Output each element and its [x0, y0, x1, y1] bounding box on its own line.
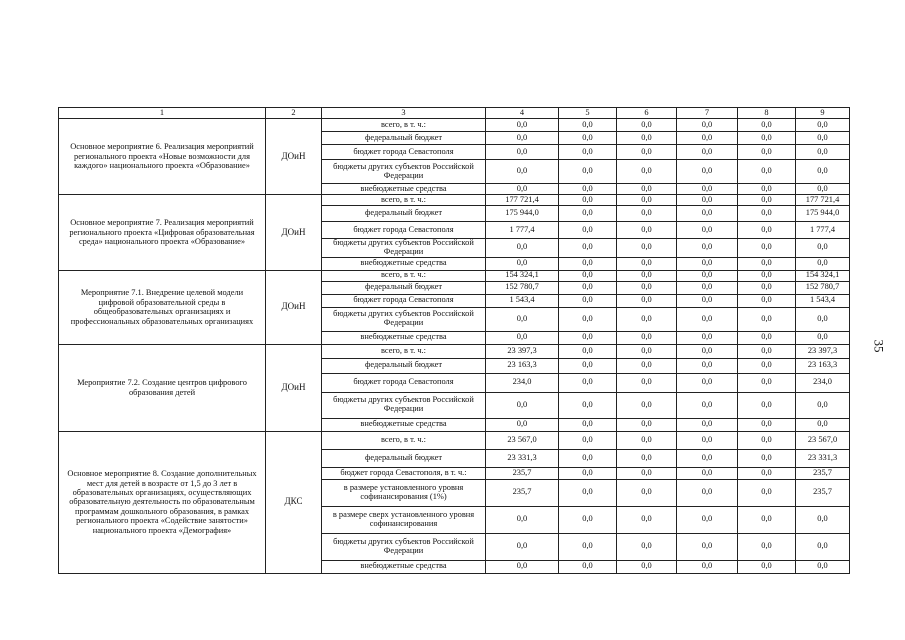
value-cell: 0,0: [617, 418, 677, 431]
table-row: [59, 270, 850, 281]
value-cell: 0,0: [559, 392, 617, 418]
activity-name: Мероприятие 7.2. Создание центров цифрового образования детей: [59, 344, 266, 431]
value-cell: 0,0: [738, 239, 796, 258]
activity-name: Основное мероприятие 6. Реализация мероприятий регионального проекта «Новые возможности для каждого» национального проекта «Образование»: [59, 119, 266, 195]
value-cell: 1 543,4: [796, 294, 850, 307]
value-cell: 0,0: [559, 467, 617, 479]
value-cell: 0,0: [796, 145, 850, 160]
responsible-executor: ДОиН: [266, 195, 322, 271]
funding-source: бюджет города Севастополя: [322, 294, 486, 307]
funding-source: внебюджетные средства: [322, 331, 486, 344]
value-cell: 0,0: [559, 184, 617, 195]
value-cell: 0,0: [677, 506, 738, 533]
value-cell: 23 567,0: [486, 431, 559, 449]
value-cell: 0,0: [486, 418, 559, 431]
funding-source: бюджеты других субъектов Российской Федерации: [322, 307, 486, 331]
value-cell: 0,0: [486, 533, 559, 560]
value-cell: 0,0: [559, 373, 617, 392]
value-cell: 0,0: [559, 431, 617, 449]
value-cell: 0,0: [796, 307, 850, 331]
value-cell: 0,0: [677, 270, 738, 281]
value-cell: 0,0: [559, 294, 617, 307]
value-cell: 23 331,3: [486, 449, 559, 467]
value-cell: 0,0: [738, 132, 796, 145]
value-cell: 0,0: [738, 119, 796, 132]
value-cell: 0,0: [738, 257, 796, 270]
header-cell: 5: [559, 108, 617, 119]
value-cell: 0,0: [617, 392, 677, 418]
value-cell: 23 397,3: [796, 344, 850, 358]
value-cell: 0,0: [559, 257, 617, 270]
responsible-executor: ДОиН: [266, 344, 322, 431]
value-cell: 0,0: [796, 119, 850, 132]
value-cell: 23 163,3: [796, 358, 850, 373]
value-cell: 0,0: [617, 184, 677, 195]
value-cell: 0,0: [738, 222, 796, 239]
value-cell: 23 397,3: [486, 344, 559, 358]
value-cell: 0,0: [796, 418, 850, 431]
value-cell: 0,0: [738, 294, 796, 307]
value-cell: 0,0: [617, 467, 677, 479]
value-cell: 235,7: [486, 479, 559, 506]
header-row: [59, 108, 850, 119]
value-cell: 234,0: [486, 373, 559, 392]
funding-source: бюджет города Севастополя: [322, 373, 486, 392]
value-cell: 0,0: [796, 392, 850, 418]
table-row: [59, 344, 850, 358]
value-cell: 0,0: [486, 184, 559, 195]
header-cell: 8: [738, 108, 796, 119]
value-cell: 0,0: [738, 449, 796, 467]
value-cell: 0,0: [617, 145, 677, 160]
value-cell: 0,0: [677, 560, 738, 573]
value-cell: 0,0: [559, 239, 617, 258]
value-cell: 23 163,3: [486, 358, 559, 373]
value-cell: 177 721,4: [486, 195, 559, 206]
value-cell: 0,0: [486, 132, 559, 145]
value-cell: 0,0: [796, 506, 850, 533]
value-cell: 0,0: [559, 281, 617, 294]
value-cell: 0,0: [617, 431, 677, 449]
value-cell: 0,0: [738, 184, 796, 195]
header-cell: 6: [617, 108, 677, 119]
funding-source: федеральный бюджет: [322, 281, 486, 294]
value-cell: 0,0: [486, 257, 559, 270]
value-cell: 0,0: [617, 270, 677, 281]
value-cell: 0,0: [486, 239, 559, 258]
value-cell: 0,0: [559, 195, 617, 206]
value-cell: 152 780,7: [796, 281, 850, 294]
funding-source: всего, в т. ч.:: [322, 431, 486, 449]
value-cell: 0,0: [738, 344, 796, 358]
value-cell: 0,0: [486, 331, 559, 344]
funding-source: всего, в т. ч.:: [322, 270, 486, 281]
value-cell: 0,0: [617, 449, 677, 467]
value-cell: 0,0: [559, 479, 617, 506]
header-cell: 9: [796, 108, 850, 119]
funding-source: в размере сверх установленного уровня софинансирования: [322, 506, 486, 533]
value-cell: 0,0: [559, 160, 617, 184]
funding-source: бюджеты других субъектов Российской Федерации: [322, 160, 486, 184]
funding-source: бюджет города Севастополя: [322, 222, 486, 239]
value-cell: 1 777,4: [486, 222, 559, 239]
value-cell: 0,0: [677, 222, 738, 239]
funding-source: бюджеты других субъектов Российской Федерации: [322, 392, 486, 418]
value-cell: 235,7: [796, 467, 850, 479]
value-cell: 0,0: [559, 449, 617, 467]
responsible-executor: ДОиН: [266, 270, 322, 344]
value-cell: 0,0: [617, 560, 677, 573]
activity-name: Основное мероприятие 7. Реализация мероприятий регионального проекта «Цифровая образовательная среда» национального проекта «Образование»: [59, 195, 266, 271]
value-cell: 0,0: [738, 418, 796, 431]
value-cell: 0,0: [738, 392, 796, 418]
value-cell: 0,0: [486, 392, 559, 418]
value-cell: 0,0: [617, 222, 677, 239]
value-cell: 0,0: [617, 239, 677, 258]
value-cell: 0,0: [559, 132, 617, 145]
value-cell: 0,0: [559, 206, 617, 222]
value-cell: 0,0: [617, 506, 677, 533]
value-cell: 0,0: [677, 184, 738, 195]
value-cell: 0,0: [677, 431, 738, 449]
value-cell: 0,0: [617, 331, 677, 344]
funding-source: внебюджетные средства: [322, 257, 486, 270]
value-cell: 154 324,1: [796, 270, 850, 281]
value-cell: 0,0: [677, 533, 738, 560]
value-cell: 0,0: [677, 160, 738, 184]
value-cell: 0,0: [559, 344, 617, 358]
value-cell: 0,0: [738, 560, 796, 573]
header-cell: 1: [59, 108, 266, 119]
activity-name: Мероприятие 7.1. Внедрение целевой модели цифровой образовательной среды в общеобразовательных организациях и профессиональных образовательных организациях: [59, 270, 266, 344]
value-cell: 0,0: [796, 560, 850, 573]
value-cell: 0,0: [617, 533, 677, 560]
value-cell: 0,0: [617, 257, 677, 270]
value-cell: 235,7: [796, 479, 850, 506]
value-cell: 0,0: [486, 145, 559, 160]
value-cell: 175 944,0: [796, 206, 850, 222]
value-cell: 0,0: [617, 195, 677, 206]
value-cell: 177 721,4: [796, 195, 850, 206]
value-cell: 0,0: [617, 479, 677, 506]
responsible-executor: ДКС: [266, 431, 322, 573]
value-cell: 0,0: [677, 195, 738, 206]
page-number: 35: [871, 339, 887, 353]
value-cell: 0,0: [738, 431, 796, 449]
value-cell: 0,0: [486, 307, 559, 331]
funding-source: всего, в т. ч.:: [322, 119, 486, 132]
value-cell: 0,0: [677, 467, 738, 479]
value-cell: 0,0: [738, 145, 796, 160]
value-cell: 0,0: [559, 418, 617, 431]
value-cell: 0,0: [486, 506, 559, 533]
header-cell: 2: [266, 108, 322, 119]
value-cell: 0,0: [796, 533, 850, 560]
value-cell: 0,0: [559, 145, 617, 160]
value-cell: 0,0: [677, 294, 738, 307]
value-cell: 0,0: [738, 373, 796, 392]
value-cell: 0,0: [738, 506, 796, 533]
table-body: [59, 108, 850, 574]
value-cell: 23 567,0: [796, 431, 850, 449]
activity-name: Основное мероприятие 8. Создание дополнительных мест для детей в возрасте от 1,5 до 3 лет в образовательных организациях, осуществляющих образовательную деятельность по образовательным программам дошкольного образования, в рамках регионального проекта «Содействие занятости» национального проекта «Демография»: [59, 431, 266, 573]
value-cell: 0,0: [559, 533, 617, 560]
value-cell: 0,0: [677, 132, 738, 145]
value-cell: 0,0: [677, 331, 738, 344]
value-cell: 0,0: [617, 206, 677, 222]
value-cell: 0,0: [617, 358, 677, 373]
value-cell: 0,0: [559, 560, 617, 573]
funding-source: внебюджетные средства: [322, 560, 486, 573]
value-cell: 0,0: [617, 281, 677, 294]
value-cell: 0,0: [559, 358, 617, 373]
table-row: [59, 119, 850, 132]
value-cell: 0,0: [677, 392, 738, 418]
value-cell: 1 777,4: [796, 222, 850, 239]
value-cell: 0,0: [738, 206, 796, 222]
funding-source: федеральный бюджет: [322, 132, 486, 145]
value-cell: 0,0: [617, 344, 677, 358]
funding-source: бюджет города Севастополя: [322, 145, 486, 160]
value-cell: 0,0: [796, 331, 850, 344]
value-cell: 0,0: [738, 307, 796, 331]
value-cell: 0,0: [617, 307, 677, 331]
funding-source: всего, в т. ч.:: [322, 195, 486, 206]
value-cell: 0,0: [559, 307, 617, 331]
value-cell: 0,0: [677, 358, 738, 373]
funding-source: внебюджетные средства: [322, 184, 486, 195]
value-cell: 0,0: [738, 479, 796, 506]
funding-source: федеральный бюджет: [322, 449, 486, 467]
value-cell: 0,0: [677, 307, 738, 331]
value-cell: 0,0: [486, 560, 559, 573]
value-cell: 0,0: [796, 257, 850, 270]
value-cell: 0,0: [617, 119, 677, 132]
value-cell: 0,0: [738, 195, 796, 206]
value-cell: 0,0: [677, 257, 738, 270]
value-cell: 0,0: [677, 206, 738, 222]
table-row: [59, 431, 850, 449]
value-cell: 0,0: [677, 479, 738, 506]
funding-table: [58, 107, 850, 574]
value-cell: 0,0: [559, 119, 617, 132]
funding-source: внебюджетные средства: [322, 418, 486, 431]
value-cell: 0,0: [796, 132, 850, 145]
value-cell: 234,0: [796, 373, 850, 392]
value-cell: 0,0: [738, 331, 796, 344]
value-cell: 0,0: [559, 506, 617, 533]
value-cell: 0,0: [559, 270, 617, 281]
header-cell: 4: [486, 108, 559, 119]
value-cell: 0,0: [738, 281, 796, 294]
value-cell: 0,0: [559, 222, 617, 239]
funding-source: бюджет города Севастополя, в т. ч.:: [322, 467, 486, 479]
value-cell: 0,0: [677, 373, 738, 392]
value-cell: 0,0: [677, 145, 738, 160]
value-cell: 0,0: [796, 160, 850, 184]
value-cell: 0,0: [796, 239, 850, 258]
value-cell: 0,0: [738, 270, 796, 281]
table-row: [59, 195, 850, 206]
value-cell: 0,0: [677, 119, 738, 132]
funding-source: в размере установленного уровня софинансирования (1%): [322, 479, 486, 506]
value-cell: 0,0: [796, 184, 850, 195]
funding-source: федеральный бюджет: [322, 206, 486, 222]
responsible-executor: ДОиН: [266, 119, 322, 195]
value-cell: 0,0: [486, 119, 559, 132]
value-cell: 0,0: [677, 344, 738, 358]
header-cell: 3: [322, 108, 486, 119]
value-cell: 0,0: [677, 281, 738, 294]
value-cell: 0,0: [559, 331, 617, 344]
value-cell: 0,0: [617, 294, 677, 307]
value-cell: 0,0: [738, 358, 796, 373]
value-cell: 23 331,3: [796, 449, 850, 467]
value-cell: 0,0: [617, 132, 677, 145]
header-cell: 7: [677, 108, 738, 119]
value-cell: 0,0: [617, 373, 677, 392]
value-cell: 0,0: [677, 418, 738, 431]
value-cell: 235,7: [486, 467, 559, 479]
value-cell: 0,0: [677, 449, 738, 467]
value-cell: 0,0: [677, 239, 738, 258]
funding-source: бюджеты других субъектов Российской Федерации: [322, 239, 486, 258]
value-cell: 154 324,1: [486, 270, 559, 281]
value-cell: 0,0: [738, 533, 796, 560]
value-cell: 0,0: [738, 160, 796, 184]
value-cell: 1 543,4: [486, 294, 559, 307]
value-cell: 0,0: [738, 467, 796, 479]
funding-source: бюджеты других субъектов Российской Федерации: [322, 533, 486, 560]
value-cell: 0,0: [617, 160, 677, 184]
value-cell: 0,0: [486, 160, 559, 184]
funding-source: всего, в т. ч.:: [322, 344, 486, 358]
value-cell: 175 944,0: [486, 206, 559, 222]
value-cell: 152 780,7: [486, 281, 559, 294]
funding-source: федеральный бюджет: [322, 358, 486, 373]
